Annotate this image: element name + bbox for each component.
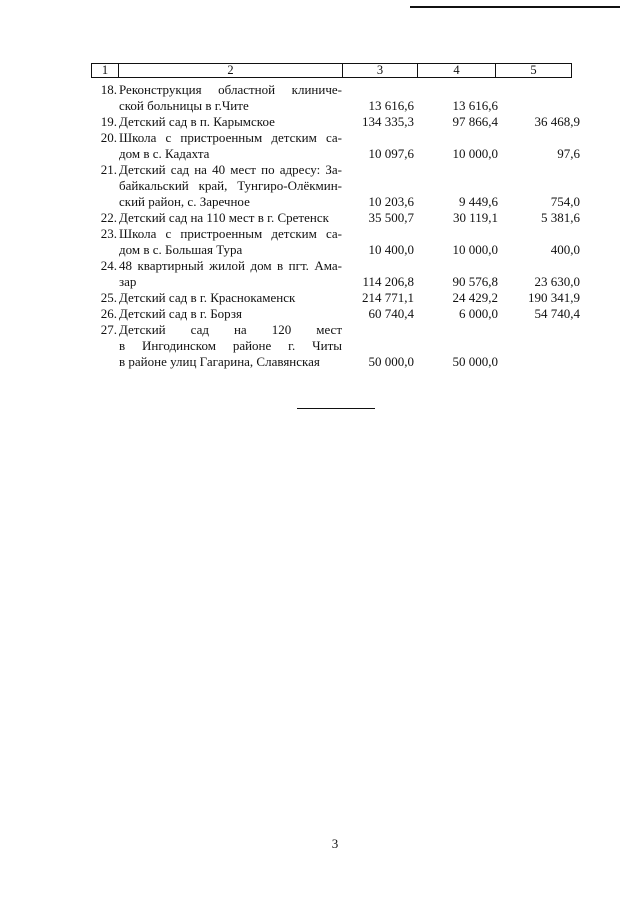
row-number: 22.	[100, 210, 117, 225]
value-col-3: 214 771,1	[362, 290, 414, 305]
description-line: Детский сад на 110 мест в г. Сретенск	[119, 210, 329, 225]
value-col-4: 6 000,0	[459, 306, 498, 321]
value-col-3: 134 335,3	[362, 114, 414, 129]
description-line: Детский сад в г. Борзя	[119, 306, 242, 321]
value-col-3: 10 400,0	[368, 242, 414, 257]
row-number: 27.	[100, 322, 117, 337]
row-description	[119, 162, 342, 210]
value-col-3: 50 000,0	[368, 354, 414, 369]
value-col-5: 754,0	[550, 194, 580, 209]
value-col-4: 97 866,4	[452, 114, 498, 129]
row-description	[119, 258, 342, 290]
page-number: 3	[331, 836, 339, 851]
description-line: в районе улиц Гагарина, Славянская	[119, 354, 320, 369]
value-col-4: 9 449,6	[459, 194, 498, 209]
row-number: 19.	[100, 114, 117, 129]
end-of-table-rule	[297, 408, 375, 409]
description-line: Школа с пристроенным детским са-	[119, 130, 342, 145]
row-description	[119, 82, 342, 114]
value-col-3: 114 206,8	[362, 274, 414, 289]
top-rule	[410, 6, 620, 8]
value-col-3: 60 740,4	[368, 306, 414, 321]
row-description	[119, 226, 342, 258]
row-description	[119, 290, 342, 306]
row-description	[119, 114, 342, 130]
value-col-3: 13 616,6	[368, 98, 414, 113]
value-col-4: 30 119,1	[452, 210, 498, 225]
value-col-5: 190 341,9	[528, 290, 580, 305]
description-line: Школа с пристроенным детским са-	[119, 226, 342, 241]
header-cell-2: 2	[118, 64, 342, 77]
value-col-3: 35 500,7	[368, 210, 414, 225]
value-col-5: 36 468,9	[534, 114, 580, 129]
table-row	[0, 114, 640, 130]
value-col-3: 10 097,6	[368, 146, 414, 161]
value-col-4: 13 616,6	[452, 98, 498, 113]
table-row	[0, 322, 640, 370]
description-line: зар	[119, 274, 137, 289]
table-body	[0, 82, 640, 370]
header-cell-5: 5	[495, 64, 571, 77]
value-col-3: 10 203,6	[368, 194, 414, 209]
description-line: Реконструкция областной клиниче-	[119, 82, 342, 97]
table-row	[0, 210, 640, 226]
description-line: дом в с. Большая Тура	[119, 242, 243, 257]
description-line: в Ингодинском районе г. Читы	[119, 338, 342, 353]
description-line: 48 квартирный жилой дом в пгт. Ама-	[119, 258, 342, 273]
value-col-5: 97,6	[557, 146, 580, 161]
value-col-5: 400,0	[550, 242, 580, 257]
table-row	[0, 290, 640, 306]
row-number: 24.	[100, 258, 117, 273]
row-number: 18.	[100, 82, 117, 97]
row-description	[119, 130, 342, 162]
row-description	[119, 210, 342, 226]
value-col-4: 50 000,0	[452, 354, 498, 369]
description-line: Детский сад на 120 мест	[119, 322, 342, 337]
header-cell-3: 3	[342, 64, 417, 77]
value-col-5: 54 740,4	[534, 306, 580, 321]
table-row	[0, 258, 640, 290]
table-row	[0, 162, 640, 210]
value-col-4: 90 576,8	[452, 274, 498, 289]
row-number: 21.	[100, 162, 117, 177]
table-row	[0, 130, 640, 162]
description-line: дом в с. Кадахта	[119, 146, 210, 161]
description-line: байкальский край, Тунгиро-Олёкмин-	[119, 178, 342, 193]
row-number: 20.	[100, 130, 117, 145]
row-number: 25.	[100, 290, 117, 305]
value-col-4: 10 000,0	[452, 242, 498, 257]
row-number: 23.	[100, 226, 117, 241]
table-row	[0, 82, 640, 114]
value-col-4: 24 429,2	[452, 290, 498, 305]
row-number: 26.	[100, 306, 117, 321]
header-cell-1: 1	[101, 63, 109, 77]
description-line: ской больницы в г.Чите	[119, 98, 249, 113]
table-header	[91, 63, 572, 78]
description-line: Детский сад в г. Краснокаменск	[119, 290, 296, 305]
value-col-4: 10 000,0	[452, 146, 498, 161]
description-line: ский район, с. Заречное	[119, 194, 250, 209]
value-col-5: 23 630,0	[534, 274, 580, 289]
header-cell-4: 4	[417, 64, 495, 77]
value-col-5: 5 381,6	[541, 210, 580, 225]
row-description	[119, 306, 342, 322]
table-row	[0, 226, 640, 258]
table-row	[0, 306, 640, 322]
row-description	[119, 322, 342, 370]
description-line: Детский сад в п. Карымское	[119, 114, 275, 129]
description-line: Детский сад на 40 мест по адресу: За-	[119, 162, 342, 177]
